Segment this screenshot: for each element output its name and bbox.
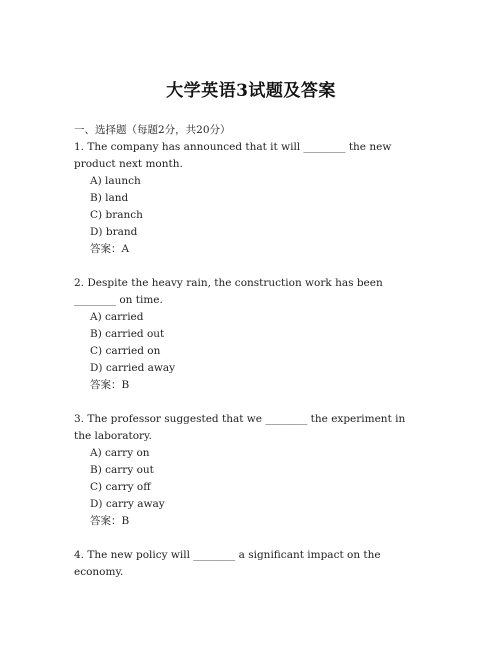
question-stem-line: 3. The professor suggested that we ________ the experiment in: [74, 413, 406, 425]
spacer: [74, 530, 434, 547]
question-stem-line: economy.: [74, 566, 124, 578]
question-stem-line: 4. The new policy will ________ a significant impact on the: [74, 549, 381, 561]
option-b: B) land: [90, 192, 129, 204]
option-d: D) carry away: [90, 498, 165, 510]
question-stem-line: product next month.: [74, 158, 183, 170]
option-c: C) carried on: [90, 345, 161, 357]
question-stem-line: 2. Despite the heavy rain, the construction work has been: [74, 277, 383, 289]
spacer: [74, 394, 434, 411]
document-body: [74, 122, 434, 581]
option-c: C) branch: [90, 209, 143, 221]
option-d: D) carried away: [90, 362, 176, 374]
question-1: [74, 139, 434, 275]
option-a: A) carry on: [90, 447, 150, 459]
section-heading: 一、选择题（每题2分，共20分）: [74, 124, 231, 136]
answer-line: 答案：B: [90, 515, 130, 527]
option-a: A) launch: [90, 175, 141, 187]
question-stem-line: the laboratory.: [74, 430, 152, 442]
document-title: 大学英语3试题及答案: [166, 81, 336, 101]
option-d: D) brand: [90, 226, 138, 238]
option-b: B) carry out: [90, 464, 154, 476]
option-a: A) carried: [90, 311, 144, 323]
question-stem-line: ________ on time.: [74, 294, 163, 306]
answer-line: 答案：B: [90, 379, 130, 391]
option-b: B) carried out: [90, 328, 165, 340]
spacer: [74, 258, 434, 275]
question-4: [74, 547, 434, 581]
question-3: [74, 411, 434, 547]
question-2: [74, 275, 434, 411]
answer-line: 答案：A: [90, 243, 130, 255]
option-c: C) carry off: [90, 481, 151, 493]
question-stem-line: 1. The company has announced that it will ________ the new: [74, 141, 392, 153]
